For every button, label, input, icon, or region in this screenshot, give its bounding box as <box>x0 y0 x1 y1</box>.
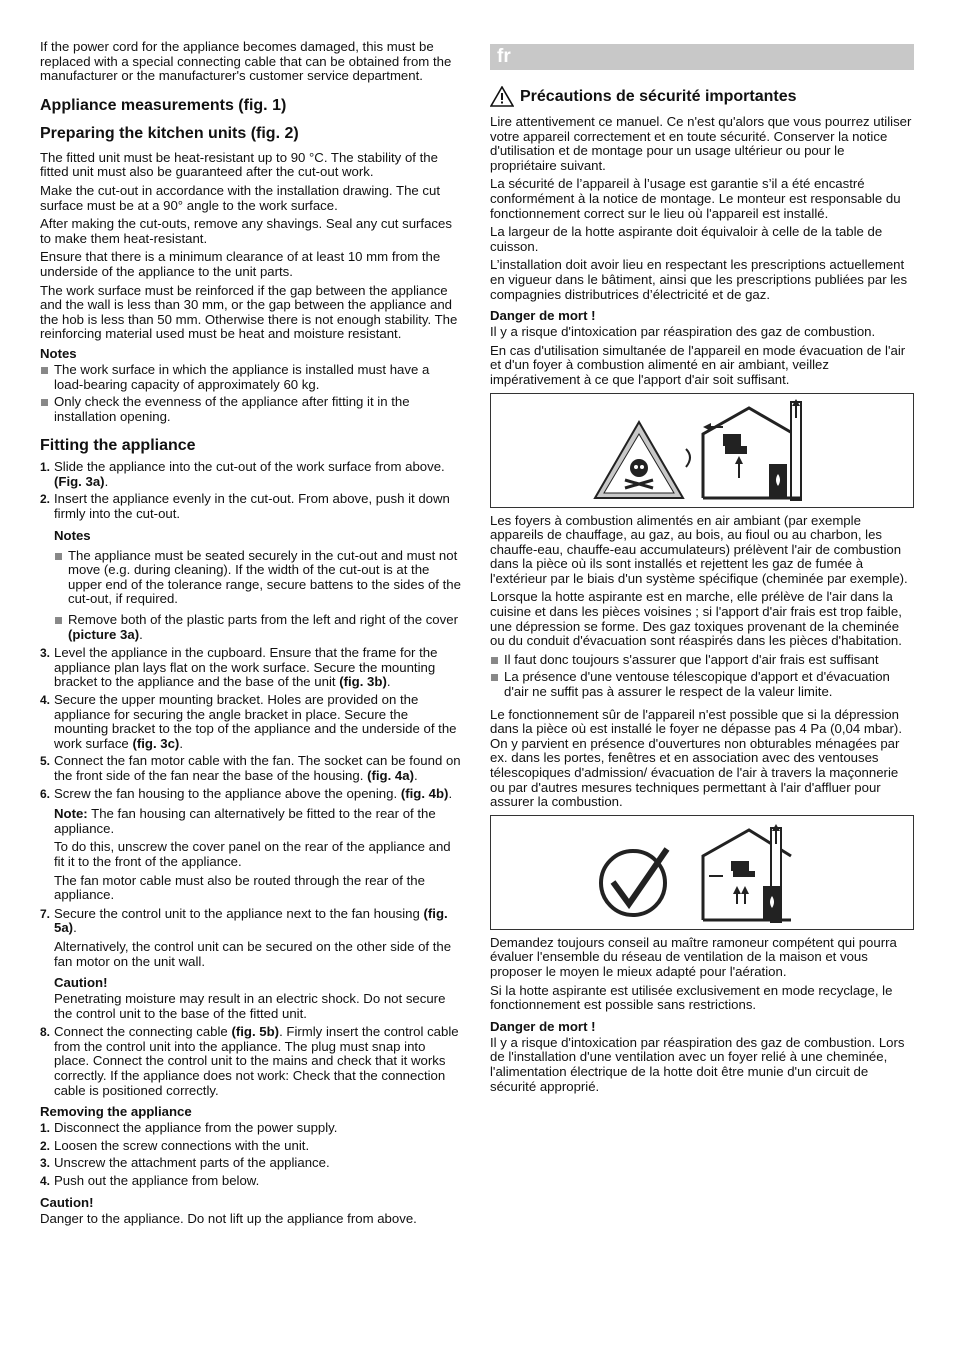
step-paragraph: To do this, unscrew the cover panel on the rear of the appliance and fit it to the front of the appliance. <box>54 839 451 869</box>
ok-figure <box>490 815 914 930</box>
step-item: 1. Slide the appliance into the cut-out of the work surface from above. (Fig. 3a). <box>40 459 445 489</box>
step-item: 4. Push out the appliance from below. <box>40 1173 260 1189</box>
heading-preparing: Preparing the kitchen units (fig. 2) <box>40 124 299 142</box>
step-paragraph: Alternatively, the control unit can be secured on the other side of the fan motor on the unit wall. <box>54 938 452 969</box>
removing-steps <box>40 1121 461 1188</box>
prep-paragraph: The fitted unit must be heat-resistant up to 90 °C. The stability of the fitted unit must also be guaranteed after the cut-out work. <box>40 149 438 180</box>
step-item: 3. Level the appliance in the cupboard. Ensure that the frame for the appliance plan lays flat on the work surface. Secure the mounting bracket to the appliance and the base of the unit (fig. 3b). <box>40 645 438 690</box>
notes-label: Notes <box>40 345 77 361</box>
language-tab-bar <box>490 44 914 70</box>
heading-measurements: Appliance measurements (fig. 1) <box>40 96 287 114</box>
warning-triangle-icon <box>490 86 514 107</box>
step-item: 4. Secure the upper mounting bracket. Holes are provided on the appliance for securing the angle bracket in place. Secure the mounting bracket to the top of the appliance and the underside of the work surface (fig. 3c). <box>40 692 457 751</box>
step-item: 3. Unscrew the attachment parts of the appliance. <box>40 1155 330 1171</box>
square-bullet-icon <box>41 399 48 406</box>
info-paragraph: Lorsque la hotte aspirante est en marche, elle prélève de l'air dans la cuisine et dans les pièces voisines ; si l'apport d'air frais est trop faible, une dépression se forme. Des gaz toxiques provenant de la cheminée ou du conduit d'évacuation sont réaspirés dans les pièces d'habitation. <box>490 589 902 649</box>
checkmark-icon <box>491 816 913 929</box>
info-paragraph: Le fonctionnement sûr de l'appareil n'est possible que si la dépression dans la pièce où est installé le foyer ne dépasse pas 4 Pa (0,04 mbar). On y parvient en présence d'ouvertures non obturables ménagées par ex. dans les portes, fenêtres et en association avec des ventouses télescopiques d'admission/ évacuation de l'air à travers la maçonnerie ou par d'autres mesures techniques permettant à l'air d'affluer pour assurer la combustion. <box>490 706 902 810</box>
danger-figure <box>490 393 914 508</box>
danger-label: Danger de mort ! <box>490 1018 596 1034</box>
intro-paragraph: Lire attentivement ce manuel. Ce n'est qu'alors que vous pourrez utiliser votre appareil correctement et en toute sécurité. Conserver la notice d'utilisation et de montage pour un usage ultérieur ou pour le propriétaire suivant. <box>490 114 912 173</box>
skull-warning-icon <box>491 394 913 507</box>
info-paragraph: Demandez toujours conseil au maître ramoneur compétent qui pourra évaluer l'ensemble du réseau de ventilation de la maison et vous proposer le moyen le mieux adapté pour l'aération. <box>490 934 897 979</box>
square-bullet-icon <box>55 617 62 624</box>
step-notes-list <box>54 549 461 643</box>
square-bullet-icon <box>41 367 48 374</box>
safety-heading <box>490 86 914 107</box>
heading-removing: Removing the appliance <box>40 1104 192 1120</box>
danger-paragraph: Il y a risque d'intoxication par réaspiration des gaz de combustion. Lors de l'installation d'une ventilation avec un foyer relié à une cheminée, l'alimentation électrique de la hotte doit être munie d'un circuit de sécurité approprié. <box>490 1034 905 1094</box>
notes-list <box>40 363 461 424</box>
list-item: The work surface in which the appliance is installed must have a load-bearing capacity of approximately 60 kg. <box>40 363 461 392</box>
step-item: 2. Insert the appliance evenly in the cut-out. From above, push it down firmly into the cut-out. Notes The appliance must be seated securely in the cut-out and must not move (e.g. during cleaning). If the width of the cut-out is at the upper end of the tolerance range, secure battens to the sides of the cut-out, if required. Remove both of the plastic parts from the left and right of the cover (picture 3a). <box>40 491 461 642</box>
step-item: 2. Loosen the screw connections with the unit. <box>40 1137 310 1153</box>
fitting-steps <box>40 460 461 1098</box>
list-item: Il faut donc toujours s'assurer que l'apport d'air frais est suffisant <box>490 653 914 668</box>
danger-paragraph: En cas d'utilisation simultanée de l'appareil en mode évacuation de l'air et d'un foyer à combustion alimenté en air ambiant, veillez impérativement à ce que l'apport d'air soit suffisant. <box>490 342 906 387</box>
prep-paragraph: The work surface must be reinforced if the gap between the appliance and the wall is less than 30 mm, or the gap between the appliance and the hob is less than 50 mm. Otherwise there is not enough stability. The reinforcing material used must be heat and moisture resistant. <box>40 282 458 342</box>
step-notes-label: Notes <box>54 527 91 543</box>
intro-paragraph: If the power cord for the appliance becomes damaged, this must be replaced with a special connecting cable that can be obtained from the manufacturer or the manufacturer's customer service department. <box>40 39 452 84</box>
caution-label: Caution! <box>54 975 108 991</box>
list-item: La présence d'une ventouse télescopique d'apport et d'évacuation d'air ne suffit pas à assurer le respect de la valeur limite. <box>490 670 914 699</box>
danger-label: Danger de mort ! <box>490 308 596 324</box>
french-column <box>490 40 914 1098</box>
prep-paragraph: Make the cut-out in accordance with the installation drawing. The cut surface must be at a 90° angle to the work surface. <box>40 182 440 213</box>
info-paragraph: Si la hotte aspirante est utilisée exclusivement en mode recyclage, le fonctionnement est possible sans restrictions. <box>490 982 893 1013</box>
language-tab-label: fr <box>497 46 511 67</box>
step-paragraph: The fan motor cable must also be routed through the rear of the appliance. <box>54 872 425 903</box>
english-column <box>40 40 461 1230</box>
intro-paragraph: L’installation doit avoir lieu en respectant les prescriptions actuellement en vigueur dans le bâtiment, ainsi que les prescriptions publiées par les compagnies distributrices d’électricité et de gaz. <box>490 257 908 302</box>
step-item: 7. Secure the control unit to the appliance next to the fan housing (fig. 5a). Alternatively, the control unit can be secured on the other side of the fan motor on the unit wall. Caution! Penetrating moisture may result in an electric shock. Do not secure the control unit to the base of the fitted unit. <box>40 907 461 1022</box>
step-item: 6. Screw the fan housing to the appliance above the opening. (fig. 4b). Note: The fan housing can alternatively be fitted to the rear of the appliance. To do this, unscrew the cover panel on the rear of the appliance and fit it to the front of the appliance. The fan motor cable must also be routed through the rear of the appliance. <box>40 787 461 903</box>
caution-label: Caution! <box>40 1194 94 1210</box>
step-item: 5. Connect the fan motor cable with the fan. The socket can be found on the front side of the fan near the base of the housing. (fig. 4a). <box>40 753 461 783</box>
caution-text: Danger to the appliance. Do not lift up the appliance from above. <box>40 1210 417 1226</box>
list-item: Only check the evenness of the appliance after fitting it in the installation opening. <box>40 395 461 424</box>
square-bullet-icon <box>491 674 498 681</box>
square-bullet-icon <box>491 657 498 664</box>
list-item: Remove both of the plastic parts from the left and right of the cover (picture 3a). <box>54 613 461 642</box>
requirements-list <box>490 653 914 700</box>
intro-paragraph: La sécurité de l’appareil à l’usage est garantie s’il a été encastré conformément à la notice de montage. Le monteur est responsable du fonctionnement correct sur le lieu où l'appareil est installé. <box>490 176 901 221</box>
step-item: 1. Disconnect the appliance from the power supply. <box>40 1120 338 1136</box>
safety-heading-text: Précautions de sécurité importantes <box>520 88 797 105</box>
prep-paragraph: After making the cut-outs, remove any shavings. Seal any cut surfaces to make them heat-resistant. <box>40 216 452 246</box>
heading-fitting: Fitting the appliance <box>40 437 196 455</box>
prep-paragraph: Ensure that there is a minimum clearance of at least 10 mm from the underside of the appliance to the unit parts. <box>40 249 441 279</box>
list-item: The appliance must be seated securely in the cut-out and must not move (e.g. during cleaning). If the width of the cut-out is at the upper end of the tolerance range, secure battens to the sides of the cut-out, if required. <box>54 549 461 607</box>
danger-paragraph: Il y a risque d'intoxication par réaspiration des gaz de combustion. <box>490 324 876 340</box>
info-paragraph: Les foyers à combustion alimentés en air ambiant (par exemple appareils de chauffage, au gaz, au bois, au fioul ou au charbon, les chauffe-eau, chauffe-eau accumulateurs) prélèvent l'air de combustion dans la pièce où ils sont installés et rejettent les gaz de fumée à l'extérieur par le biais d'un système spécifique (cheminée par exemple). <box>490 512 908 586</box>
square-bullet-icon <box>55 553 62 560</box>
step-item: 8. Connect the connecting cable (fig. 5b). Firmly insert the control cable from the control unit into the appliance. The plug must snap into place. Connect the control unit to the mains and check that it works correctly. If the appliance does not work: Check that the connection cable is positioned correctly. <box>40 1024 459 1098</box>
note-label: Note: <box>54 806 88 822</box>
intro-paragraph: La largeur de la hotte aspirante doit équivaloir à celle de la table de cuisson. <box>490 224 883 254</box>
caution-text: Penetrating moisture may result in an electric shock. Do not secure the control unit to the base of the fitted unit. <box>54 991 446 1021</box>
